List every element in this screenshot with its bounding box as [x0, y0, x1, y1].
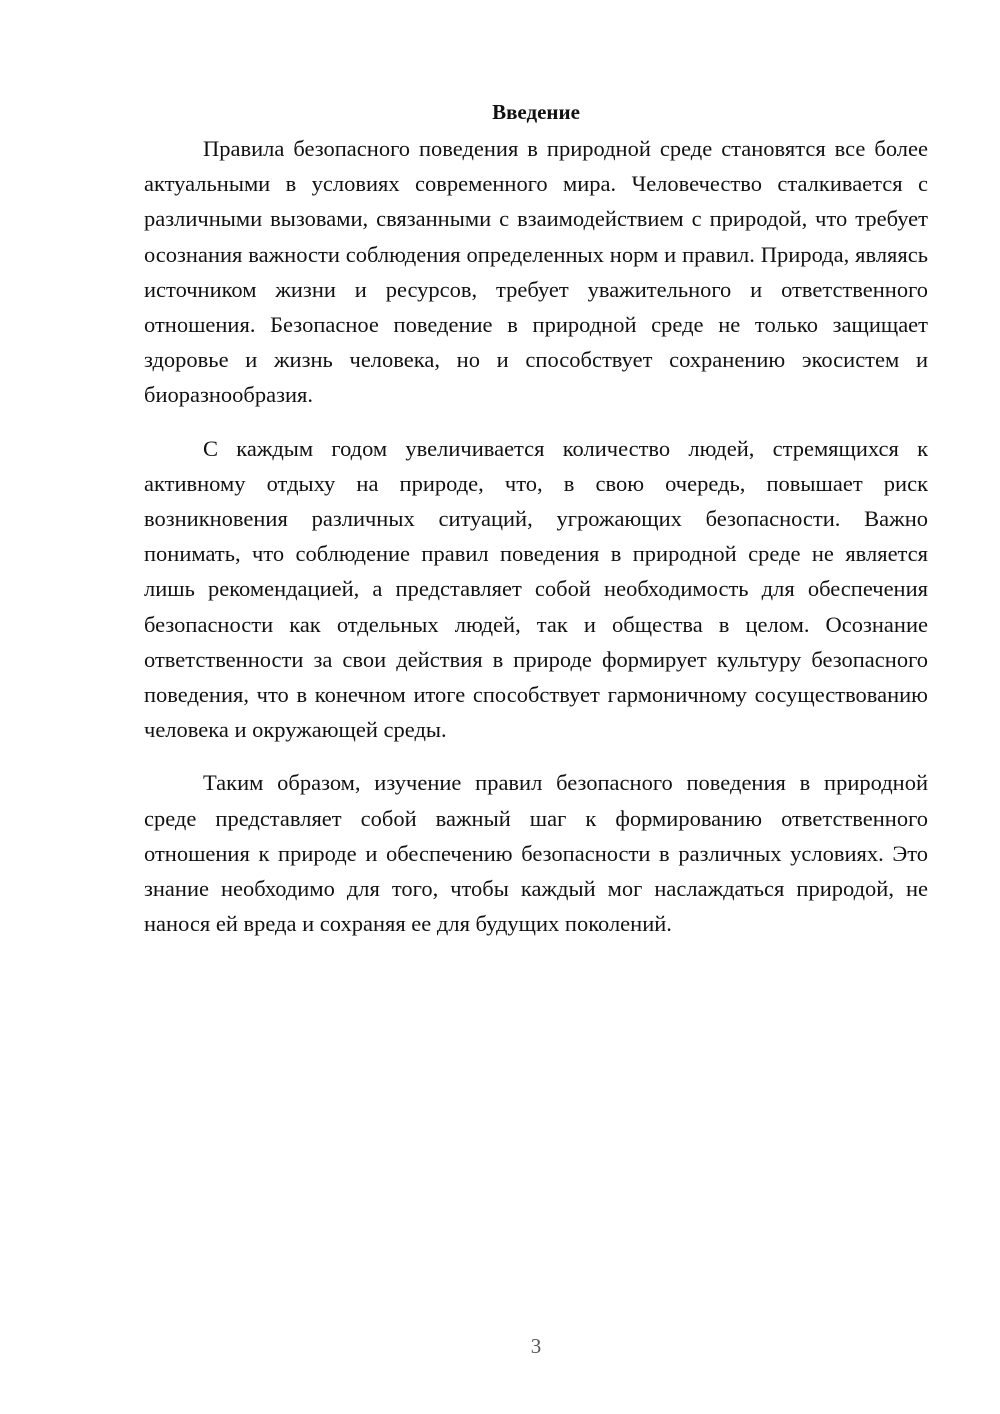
page-number: 3 — [530, 1334, 542, 1358]
section-title: Введение — [492, 100, 580, 124]
paragraph-3: Таким образом, изучение правил безопасного поведения в природной среде представляет собой важный шаг к формированию ответственного отношения к природе и обеспечению безопасности в различных условиях. Это знание необходимо для того, чтобы каждый мог наслаждаться природой, не нанося ей вреда и сохраняя ее для будущих поколений. — [144, 770, 928, 937]
paragraph-2: С каждым годом увеличивается количество людей, стремящихся к активному отдыху на природе, что, в свою очередь, повышает риск возникновения различных ситуаций, угрожающих безопасности. Важно понимать, что соблюдение правил поведения в природной среде не является лишь рекомендацией, а представляет собой необходимость для обеспечения безопасности как отдельных людей, так и общества в целом. Осознание ответственности за свои действия в природе формирует культуру безопасного поведения, что в конечном итоге способствует гармоничному сосуществованию человека и окружающей среды. — [144, 435, 928, 743]
paragraph-1: Правила безопасного поведения в природной среде становятся все более актуальными в условиях современного мира. Человечество сталкивается с различными вызовами, связанными с взаимодействием с природой, что требует осознания важности соблюдения определенных норм и правил. Природа, являясь источником жизни и ресурсов, требует уважительного и ответственного отношения. Безопасное поведение в природной среде не только защищает здоровье и жизнь человека, но и способствует сохранению экосистем и биоразнообразия. — [144, 136, 928, 408]
page-content — [144, 98, 928, 941]
